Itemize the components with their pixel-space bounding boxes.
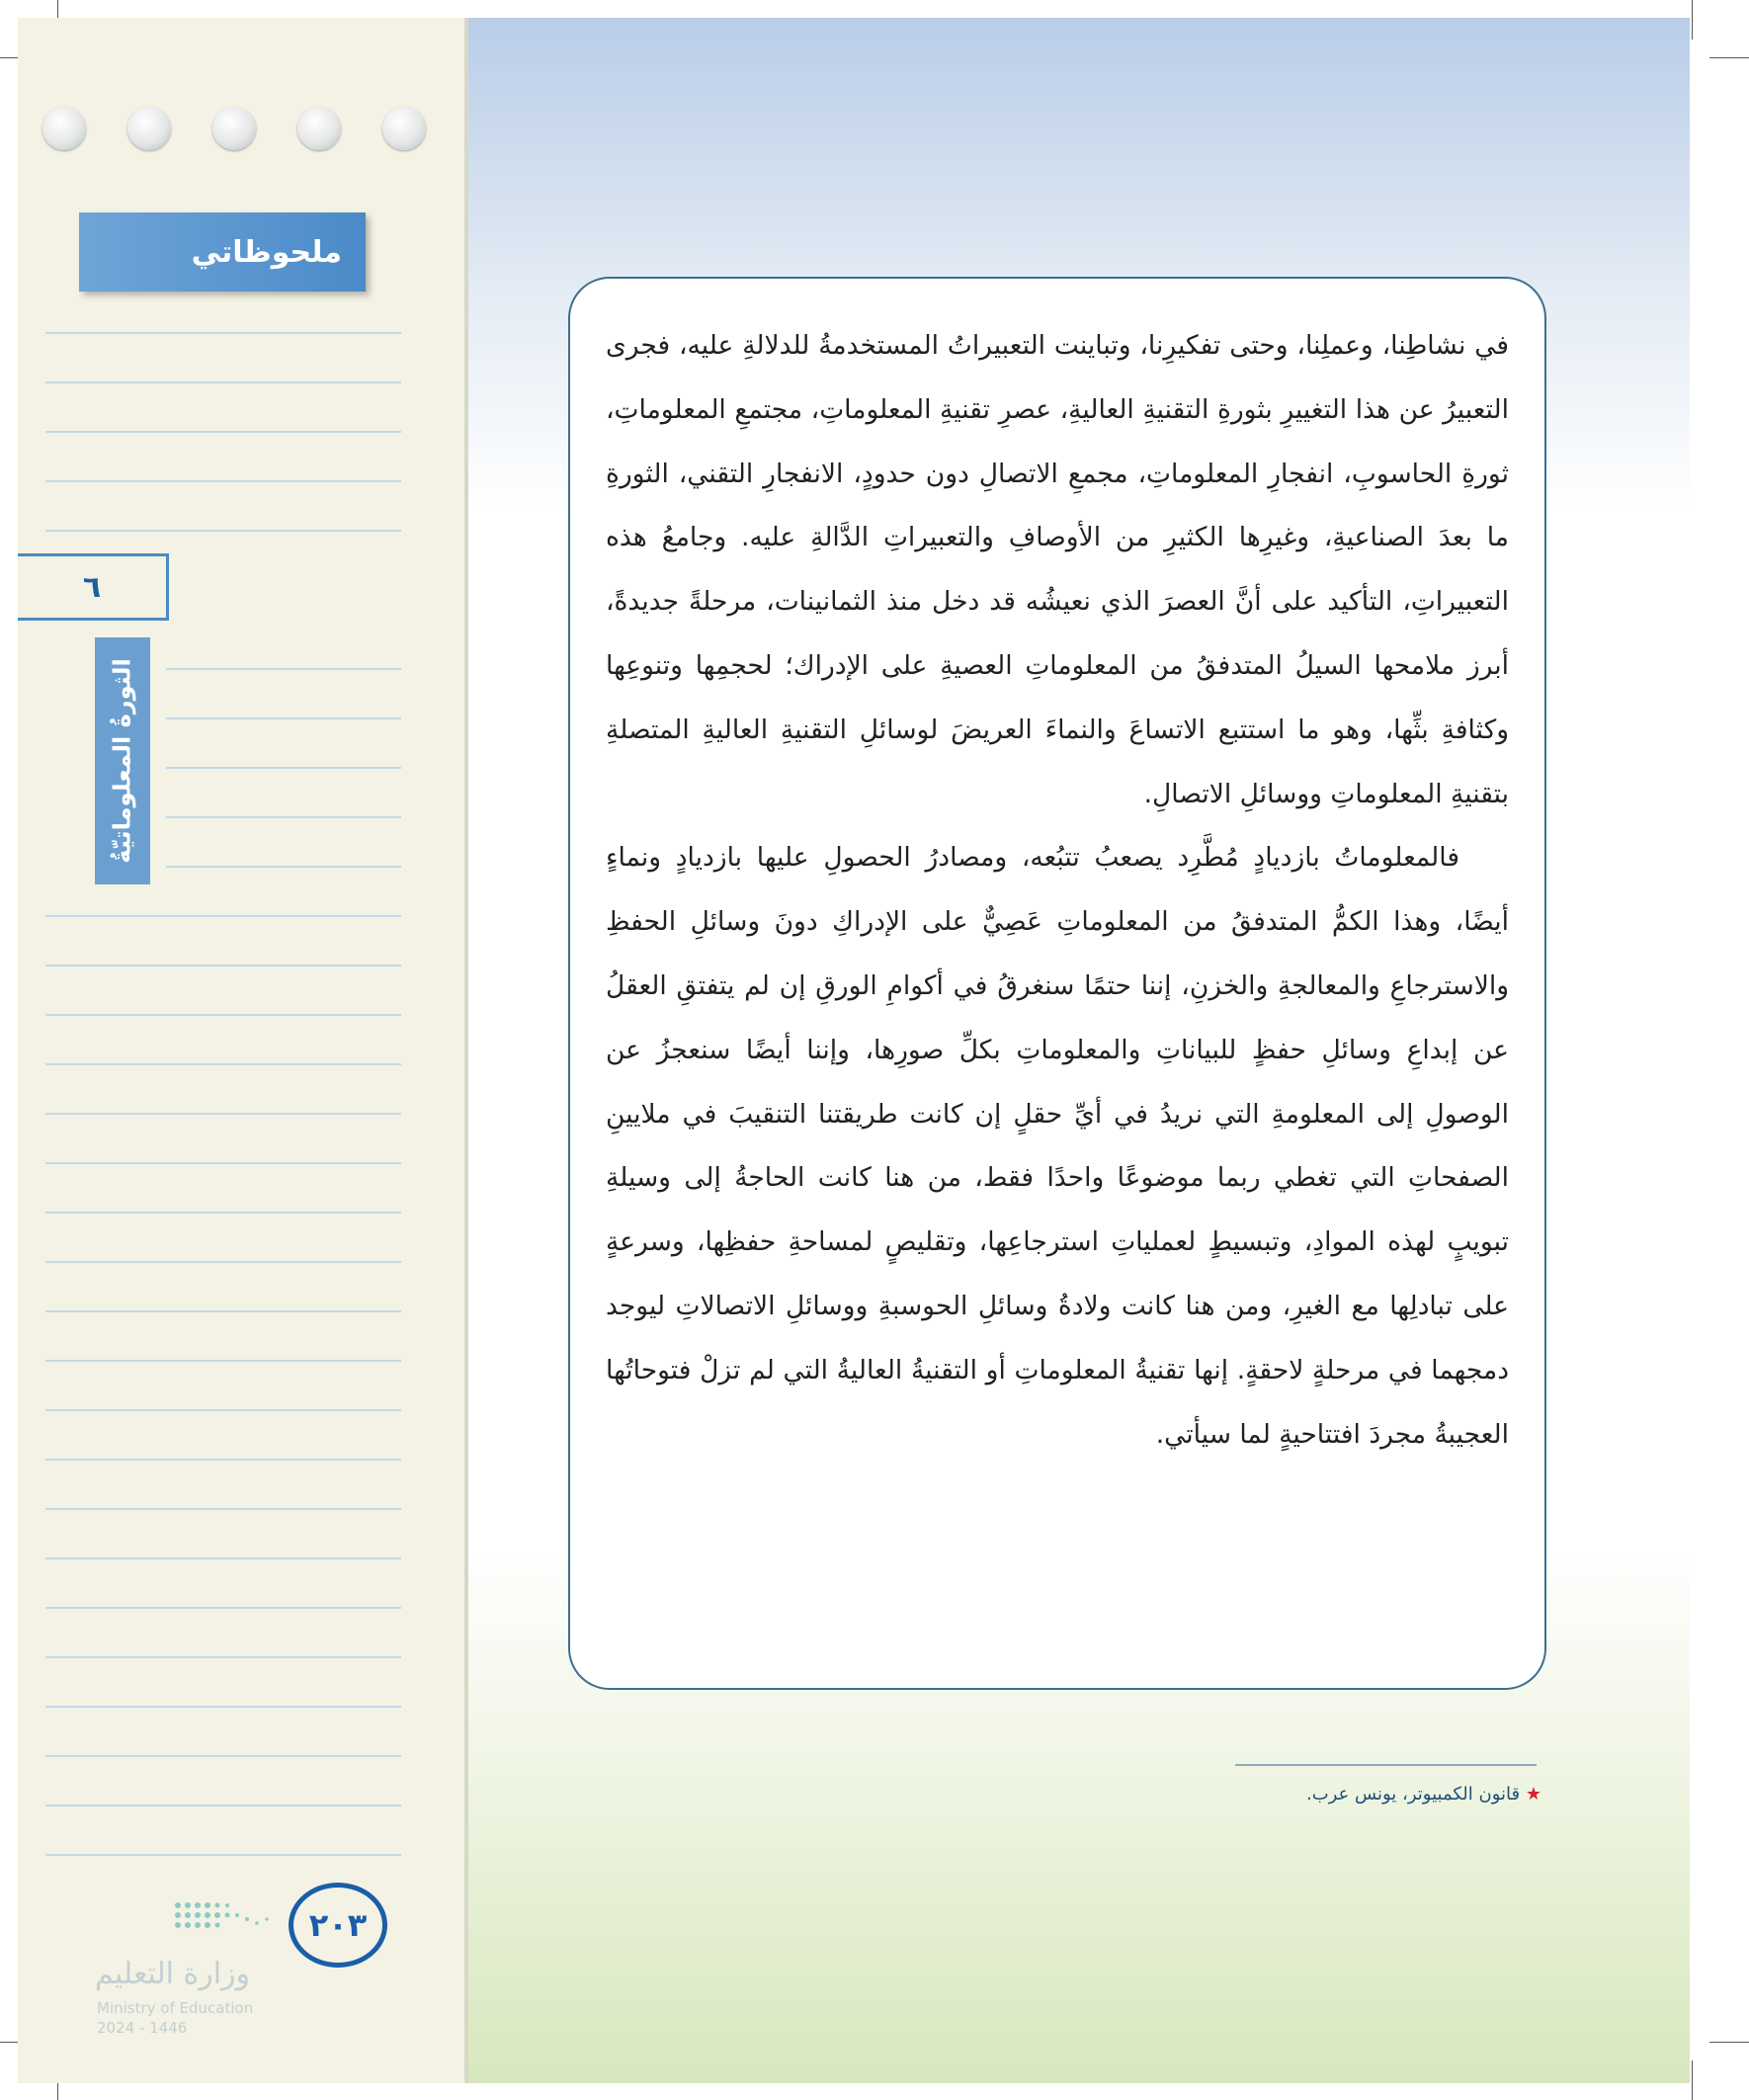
footnote-text: قانون الكمبيوتر، يونس عرب. <box>1305 1784 1521 1805</box>
ministry-name-english: Ministry of Education <box>97 1999 254 2017</box>
ruled-line <box>45 1310 401 1312</box>
ruled-line <box>45 332 401 334</box>
crop-mark <box>1692 0 1693 40</box>
paragraph-2: فالمعلوماتُ بازديادٍ مُطَّرِد يصعبُ تتبُعه، ومصادرُ الحصولِ عليها بازديادٍ ونماءٍ أيضًا، وهذا الكمُّ المتدفقُ من المعلوماتِ عَصِيٌّ على الإدراكِ دونَ وسائلِ الحفظِ والاسترجاعِ والمعالجةِ والخزنِ، إننا حتمًا سنغرقُ في أكوامِ الورقِ إن لم يتفتقِ العقلُ عن إبداعِ وسائلِ حفظٍ للبياناتِ والمعلوماتِ بكلِّ صورِها، وإننا أيضًا سنعجزُ عن الوصولِ إلى المعلومةِ التي نريدُ في أيِّ حقلٍ إن كانت طريقتنا التنقيبَ في ملايينِ الصفحاتِ التي تغطي ربما موضوعًا واحدًا فقط، من هنا كانت الحاجةُ إلى وسيلةِ تبويبٍ لهذه الموادِ، وتبسيطٍ لعملياتِ استرجاعِها، وتقليصٍ لمساحةِ حفظِها، وسرعةٍ على تبادلِها مع الغيرِ، ومن هنا كانت ولادةُ وسائلِ الحوسبةِ ووسائلِ الاتصالاتِ ليوجد دمجهما في مرحلةٍ لاحقةٍ. إنها تقنيةُ المعلوماتِ أو التقنيةُ العاليةُ التي لم تزلْ فتوحاتُها العجيبةُ مجردَ افتتاحيةٍ لما سيأتي. <box>606 842 1509 1450</box>
binder-ring <box>212 107 256 150</box>
ruled-line <box>45 1212 401 1214</box>
ruled-line <box>45 1557 401 1559</box>
ruled-line <box>45 431 401 433</box>
chapter-title-band <box>95 637 150 884</box>
footnote-divider <box>1235 1764 1537 1766</box>
ruled-line <box>166 717 401 719</box>
binder-ring <box>382 107 426 150</box>
ruled-line <box>45 1113 401 1115</box>
ruled-line <box>45 1014 401 1016</box>
notes-tab <box>79 212 366 292</box>
ruled-line <box>45 1261 401 1263</box>
crop-mark <box>1709 2042 1749 2043</box>
notes-tab-label: ملحوظاتي <box>191 234 342 270</box>
ruled-line <box>45 1162 401 1164</box>
crop-mark <box>1692 2060 1693 2100</box>
ruled-line <box>45 381 401 383</box>
ruled-line <box>45 1409 401 1411</box>
ruled-line <box>166 767 401 769</box>
chapter-title: الثورةُ المعلوماتيّةُ <box>109 658 136 864</box>
ministry-name-arabic: وزارة التعليم <box>95 1957 251 1991</box>
ruled-line <box>45 530 401 532</box>
ruled-line <box>166 668 401 670</box>
binder-ring <box>127 107 171 150</box>
binder-ring <box>297 107 341 150</box>
ruled-line <box>45 1459 401 1461</box>
main-text-box <box>568 277 1546 1690</box>
ruled-line <box>45 1063 401 1065</box>
star-icon: ★ <box>1525 1784 1541 1805</box>
crop-mark <box>1709 57 1749 58</box>
ministry-logo-dots <box>168 1895 287 1935</box>
ruled-line <box>45 1805 401 1806</box>
ruled-line <box>166 866 401 868</box>
footnote <box>988 1784 1541 1805</box>
ruled-line <box>45 1360 401 1362</box>
chapter-number-box <box>18 553 169 621</box>
ministry-year: 2024 - 1446 <box>97 2019 188 2037</box>
ruled-line <box>45 1755 401 1757</box>
page-number-text: ٢٠٣ <box>308 1906 368 1944</box>
page-number <box>289 1883 387 1968</box>
binder-ring <box>42 107 86 150</box>
paragraph-1: في نشاطِنا، وعملِنا، وحتى تفكيرِنا، وتباينت التعبيراتُ المستخدمةُ للدلالةِ عليه، فجرى التعبيرُ عن هذا التغييرِ بثورةِ التقنيةِ العاليةِ، عصرِ تقنيةِ المعلوماتِ، مجتمعِ المعلوماتِ، ثورةِ الحاسوبِ، انفجارِ المعلوماتِ، مجمعِ الاتصالِ دون حدودٍ، الانفجارِ التقني، الثورةِ ما بعدَ الصناعيةِ، وغيرِها الكثيرِ من الأوصافِ والتعبيراتِ الدَّالةِ عليه. وجامعُ هذه التعبيراتِ، التأكيد على أنَّ العصرَ الذي نعيشُه قد دخل منذ الثمانينات، مرحلةً جديدةً، أبرز ملامحها السيلُ المتدفقُ من المعلوماتِ العصيةِ على الإدراك؛ لحجمِها وتنوعِها وكثافةِ بثِّها، وهو ما استتبع الاتساعَ والنماءَ العريضَ لوسائلِ التقنيةِ العاليةِ المتصلةِ بتقنيةِ المعلوماتِ ووسائلِ الاتصالِ. <box>606 330 1509 809</box>
ruled-line <box>45 480 401 482</box>
ruled-line <box>45 1854 401 1856</box>
ruled-line <box>45 965 401 966</box>
ruled-line <box>45 1656 401 1658</box>
ruled-line <box>45 1706 401 1708</box>
notes-sidebar <box>18 18 468 2083</box>
ruled-line <box>45 1508 401 1510</box>
chapter-number: ٦ <box>82 569 102 605</box>
ruled-line <box>45 1607 401 1609</box>
ruled-line <box>166 816 401 818</box>
ruled-line <box>45 915 401 917</box>
